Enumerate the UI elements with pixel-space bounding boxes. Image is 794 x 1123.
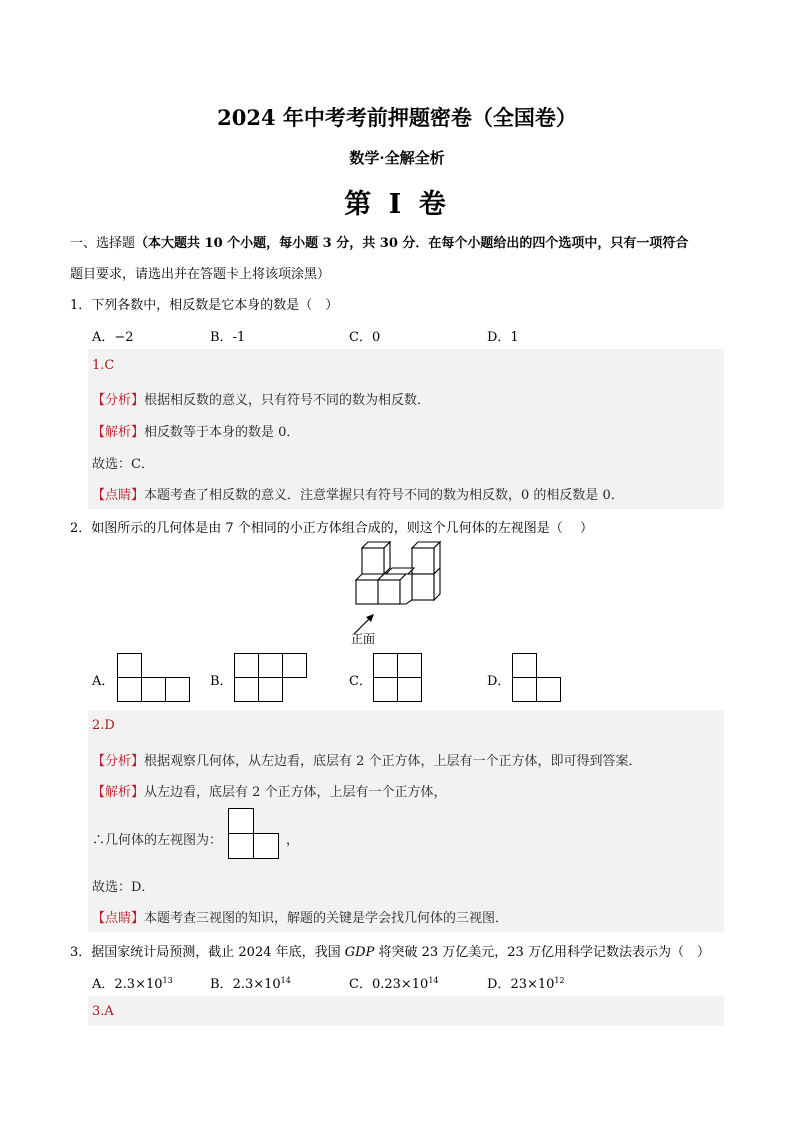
volume-title: 第 I 卷 — [344, 189, 450, 220]
page-title: 2024 年中考考前押题密卷（全国卷） — [217, 105, 577, 130]
q3-answer-box — [88, 996, 724, 1026]
section-desc-2: 题目要求，请选出并在答题卡上将该项涂黑） — [70, 267, 331, 282]
q2-analysis-text: 根据观察几何体，从左边看，底层有 2 个正方体，上层有一个正方体，即可得到答案． — [144, 754, 642, 769]
q2-stem: 2．如图所示的几何体是由 7 个相同的小正方体组合成的，则这个几何体的左视图是（ ） — [70, 521, 593, 536]
q1-comment-text: 本题考查了相反数的意义．注意掌握只有符号不同的数为相反数，0 的相反数是 0． — [144, 488, 624, 503]
q3-stem-b: 将突破 23 万亿美元，23 万亿用科学记数法表示为（ ） — [374, 945, 710, 960]
q3-option-b — [210, 973, 291, 992]
q3-stem — [70, 941, 710, 960]
q2-choice: 故选：D． — [92, 880, 155, 895]
q1-analysis-text: 根据相反数的意义，只有符号不同的数为相反数． — [144, 393, 431, 408]
q2-option-d-label: D． — [487, 674, 511, 689]
q3-option-c-exp: 14 — [428, 976, 439, 985]
q3-option-c-label: C． — [349, 977, 372, 992]
q1-option-d: D．1 — [487, 330, 519, 345]
q1-solution — [92, 421, 299, 440]
q1-analysis — [92, 389, 430, 408]
q2-view-suffix: ， — [286, 833, 300, 848]
q2-option-c-label: C． — [349, 674, 372, 689]
q3-stem-gdp: GDP — [344, 945, 375, 960]
q1-stem: 1．下列各数中，相反数是它本身的数是（ ） — [70, 298, 339, 313]
q1-analysis-tag: 【分析】 — [92, 393, 145, 408]
q3-option-d-label: D． — [487, 977, 511, 992]
q2-option-b-label: B． — [210, 674, 233, 689]
q2-solution-text: 从左边看，底层有 2 个正方体，上层有一个正方体， — [144, 785, 447, 800]
q2-comment-text: 本题考查三视图的知识，解题的关键是学会找几何体的三视图． — [144, 911, 509, 926]
page-subtitle: 数学·全解全析 — [349, 149, 445, 167]
q2-option-a-label: A． — [92, 674, 115, 689]
section-heading — [70, 232, 688, 251]
q3-option-a-exp: 13 — [162, 976, 173, 985]
front-label: 正面 — [351, 632, 376, 646]
q2-solution-tag: 【解析】 — [92, 785, 145, 800]
q1-choice: 故选：C． — [92, 457, 154, 472]
q1-solution-text: 相反数等于本身的数是 0． — [144, 425, 300, 440]
q3-option-a — [92, 973, 173, 992]
q2-view-text: ∴几何体的左视图为： — [92, 833, 223, 848]
q2-analysis — [92, 750, 642, 769]
q3-answer: 3.A — [92, 1004, 114, 1019]
q3-stem-a: 3．据国家统计局预测，截止 2024 年底，我国 — [70, 945, 345, 960]
q1-solution-tag: 【解析】 — [92, 425, 145, 440]
q1-comment-tag: 【点睛】 — [92, 488, 145, 503]
q1-option-c: C．0 — [349, 330, 381, 345]
q1-option-b: B．-1 — [210, 330, 246, 345]
q2-answer: 2.D — [92, 718, 115, 733]
section-heading-label: 一、选择题 — [70, 236, 136, 251]
q3-option-a-label: A． — [92, 977, 115, 992]
q3-option-b-base: 2.3×10 — [232, 977, 281, 992]
q3-option-c — [349, 973, 439, 992]
q3-option-b-exp: 14 — [280, 976, 291, 985]
q1-answer: 1.C — [92, 358, 115, 373]
q3-option-a-base: 2.3×10 — [114, 977, 163, 992]
q2-solution — [92, 781, 447, 800]
q2-answer-box — [88, 710, 724, 932]
q3-option-d-base: 23×10 — [510, 977, 555, 992]
q2-comment — [92, 907, 508, 926]
section-desc: （本大题共 10 个小题，每小题 3 分，共 30 分．在每个小题给出的四个选项中，只有一项符合 — [135, 236, 689, 251]
q1-option-a: A．−2 — [92, 330, 134, 345]
q3-option-d — [487, 973, 565, 992]
q3-option-b-label: B． — [210, 977, 233, 992]
q3-option-d-exp: 12 — [554, 976, 565, 985]
q2-comment-tag: 【点睛】 — [92, 911, 145, 926]
q1-answer-box — [88, 349, 724, 509]
q3-option-c-base: 0.23×10 — [371, 977, 429, 992]
q1-comment — [92, 484, 624, 503]
q2-analysis-tag: 【分析】 — [92, 754, 145, 769]
